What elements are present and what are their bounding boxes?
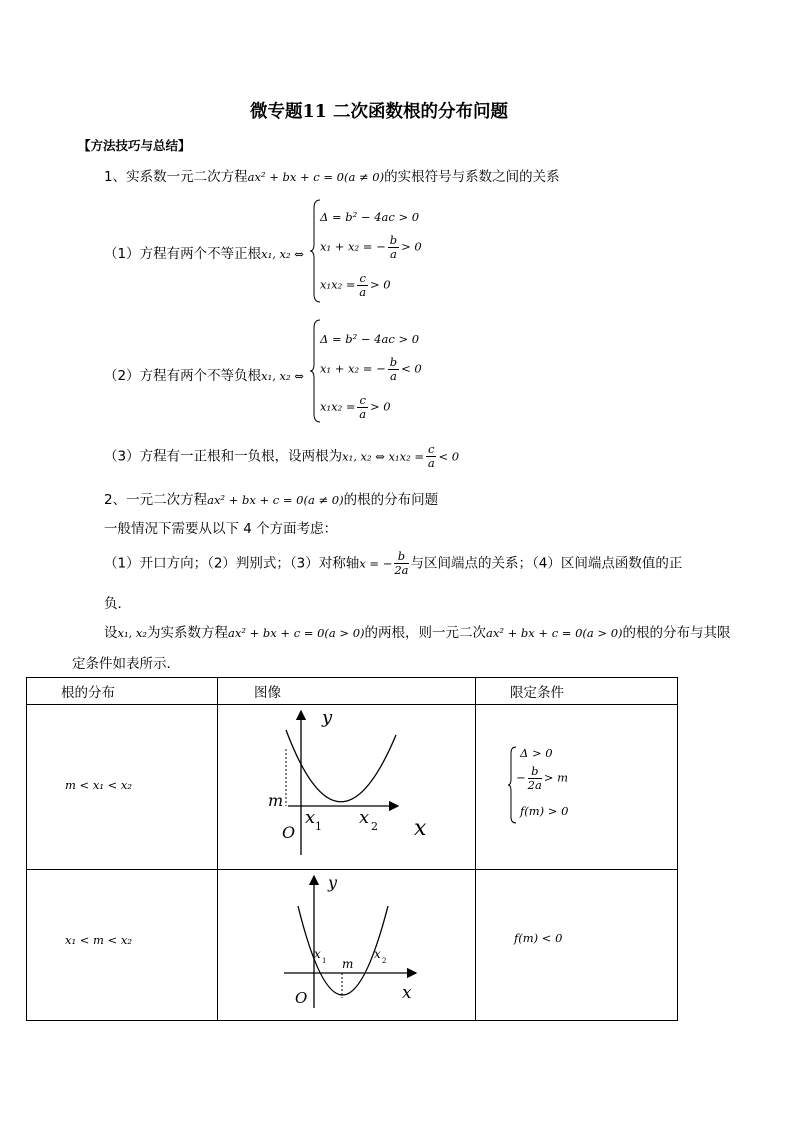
row-1-y-label: y [322,707,333,728]
case-1-line-1: Δ = b² − 4ac > 0 [320,210,420,224]
row-2-x-label: x [402,983,412,1003]
row-2-o-label: O [295,989,308,1007]
header-cell-distribution: 根的分布 [27,678,218,705]
header-cell-condition: 限定条件 [476,678,678,705]
row-1-x1-label: x [305,807,316,828]
setup-line: 设x₁, x₂为实系数方程ax² + bx + c = 0(a > 0)的两根，则一元二次ax² + bx + c = 0(a > 0)的根的分布与其限 [104,625,731,641]
case-1-line-3: x₁x₂ = $\frac{c}{a}$ > 0 [320,271,391,299]
aspects-line: （1）开口方向；（2）判别式；（3）对称轴x = − $\frac{b}{2a}$ 与区间端点的关系；（4）区间端点函数值的正 [104,549,683,577]
case-2-label: （2）方程有两个不等负根x₁, x₂ ⇔ [104,368,304,384]
row-1-x2-sub: 2 [371,820,379,833]
table-row [27,705,678,870]
row-2-condition: f(m) < 0 [476,870,678,1021]
page-title: 微专题11 二次函数根的分布问题 [250,102,508,122]
table-header-row [27,678,678,705]
row-1-x1-sub: 1 [315,820,323,833]
case-2-line-2: x₁ + x₂ = − $\frac{b}{a}$ < 0 [320,355,422,383]
case-3-vars: x₁, x₂ ⇔ x₁x₂ = [342,449,425,464]
case-2-line-1: Δ = b² − 4ac > 0 [320,332,420,346]
row-1-cond-3: f(m) > 0 [520,804,569,818]
row-2-x1-label: x [314,947,321,961]
row-2-parabola-graph [218,870,475,1020]
intro-2: 2、一元二次方程ax² + bx + c = 0(a ≠ 0)的根的分布问题 [104,492,439,508]
row-2-x1-sub: 1 [322,957,327,965]
aspects-line-2: 负． [104,596,131,612]
general-line: 一般情况下需要从以下 4 个方面考虑： [104,521,338,537]
row-2-distribution: x₁ < m < x₂ [27,870,218,1021]
row-1-distribution: m < x₁ < x₂ [27,705,218,870]
case-3: （3）方程有一正根和一负根，设两根为x₁, x₂ ⇔ x₁x₂ = $\frac{c}{a}$ < 0 [104,442,460,470]
intro-1-suffix: 的实根符号与系数之间的关系 [384,169,560,185]
row-1-m-label: m [268,791,284,810]
header-cell-graph: 图像 [218,678,476,705]
case-1-line-2: x₁ + x₂ = − $\frac{b}{a}$ > 0 [320,233,422,261]
row-1-cond-2: − $\frac{b}{2a}$ > m [516,764,569,792]
section-header: 【方法技巧与总结】 [78,138,191,153]
row-1-parabola-graph [218,705,475,869]
row-1-x-label: x [414,816,427,841]
row-2-m-label: m [342,957,354,971]
row-2-x2-label: x [374,947,381,961]
root-distribution-table [26,677,678,1021]
row-1-o-label: O [282,823,296,842]
setup-line-2: 定条件如表所示． [72,656,180,672]
row-2-x2-sub: 2 [382,957,387,965]
intro-1 [104,165,560,185]
row-1-condition [476,705,678,870]
case-2-line-3: x₁x₂ = $\frac{c}{a}$ > 0 [320,393,391,421]
case-1-label: （1）方程有两个不等正根x₁, x₂ ⇔ [104,246,304,262]
row-1-graph [218,705,476,870]
intro-1-equation: ax² + bx + c = 0(a ≠ 0) [247,170,385,184]
table-row [27,870,678,1021]
row-1-x2-label: x [359,807,370,828]
case-2-vars: x₁, x₂ ⇔ [261,369,304,383]
intro-1-prefix: 1、实系数一元二次方程 [104,169,248,185]
row-2-y-label: y [328,873,338,892]
row-2-graph [218,870,476,1021]
case-1-vars: x₁, x₂ ⇔ [261,247,304,261]
row-1-cond-1: Δ > 0 [520,746,553,760]
intro-2-equation: ax² + bx + c = 0(a ≠ 0) [207,493,344,507]
